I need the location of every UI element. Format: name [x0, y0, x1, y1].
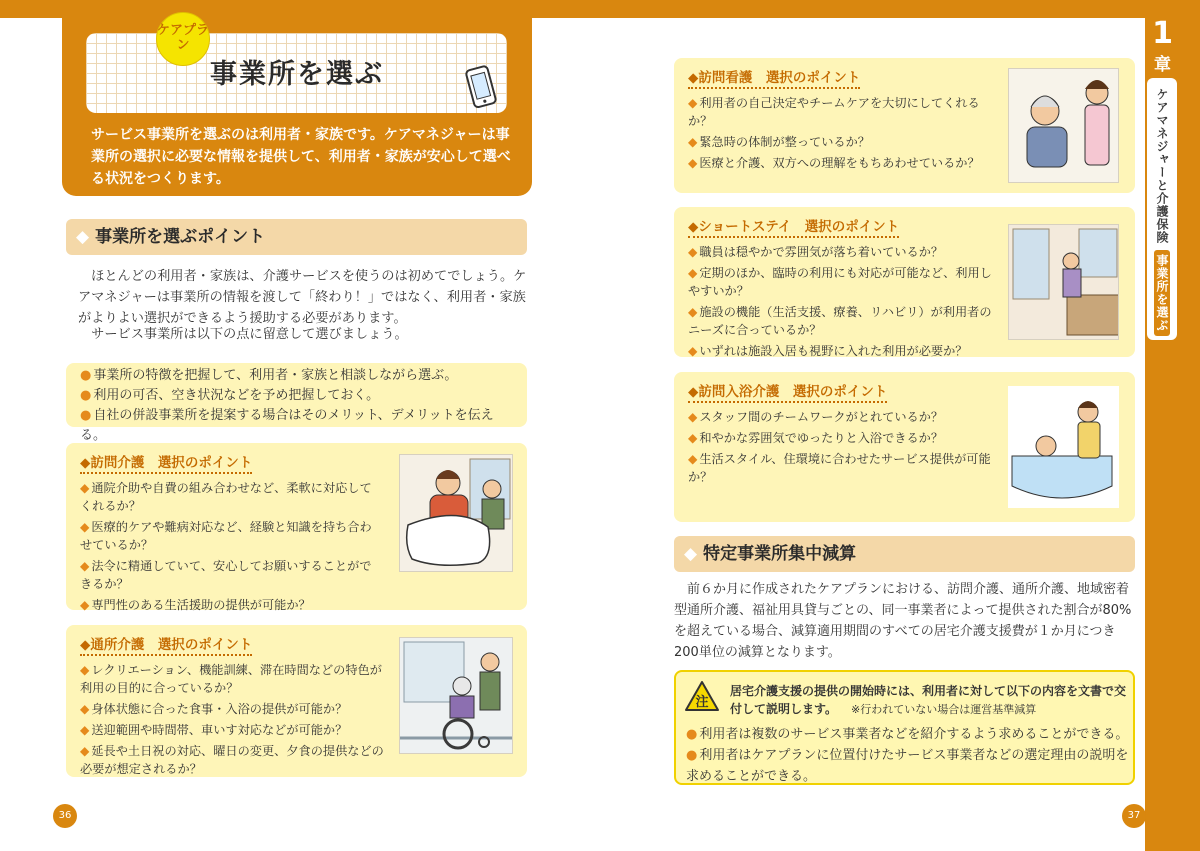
list-item: ◆ レクリエーション、機能訓練、滞在時間などの特色が利用の目的に合っているか？ [80, 663, 382, 695]
diamond-icon: ◆ [684, 544, 698, 564]
warning-icon [684, 680, 720, 712]
section1-body: ほとんどの利用者・家族は、介護サービスを使うのは初めてでしょう。ケアマネジャーは事業所の情報を渡して「終わり！」ではなく、利用者・家族がよりよい選択ができるよう援助する必要があります。 [78, 269, 527, 326]
illustration-nurse [1008, 68, 1119, 183]
diamond-icon: ◆ [76, 227, 90, 247]
card-title: ◆通所介護 選択のポイント [80, 633, 252, 656]
illustration-wheelchair [399, 637, 513, 754]
list-item: ◆ 和やかな雰囲気でゆったりと入浴できるか？ [688, 431, 944, 445]
list-item: ◆ 身体状態に合った食事・入浴の提供が可能か？ [80, 702, 348, 716]
chapter-side-index [1147, 78, 1177, 340]
smartphone-icon [460, 64, 500, 110]
list-item: ◆ いずれは施設入居も視野に入れた利用が必要か？ [688, 344, 968, 358]
svg-text:注: 注 [695, 695, 709, 710]
list-item: ◆ 職員は穏やかで雰囲気が落ち着いているか？ [688, 245, 944, 259]
card-title: ◆訪問看護 選択のポイント [688, 66, 860, 89]
section2-body: 前６か月に作成されたケアプランにおける、訪問介護、通所介護、地域密着型通所介護、福祉用具貸与ごとの、同一事業者によって提供された割合が80%を超えている場合、減算適用期間のすべての居宅介護支援費が１か月につき200単位の減算となります。 [674, 582, 1132, 660]
list-item: ● 自社の併設事業所を提案する場合はそのメリット、デメリットを伝える。 [80, 408, 494, 443]
page-number-left: 36 [53, 804, 77, 828]
card-title: ◆訪問入浴介護 選択のポイント [688, 380, 887, 403]
list-item: ◆ 専門性のある生活援助の提供が可能か？ [80, 598, 311, 612]
list-item: ◆ 医療的ケアや難病対応など、経験と知識を持ち合わせているか？ [80, 520, 372, 552]
intro-text: サービス事業所を選ぶのは利用者・家族です。ケアマネジャーは事業所の選択に必要な情報を提供して、利用者・家族が安心して選べる状況をつくります。 [91, 127, 511, 187]
points-bullet-box [66, 363, 527, 443]
careplan-bubble: ケアプラン [156, 12, 210, 66]
card-title: ◆ショートステイ 選択のポイント [688, 215, 899, 238]
list-item: ◆ 利用者の自己決定やチームケアを大切にしてくれるか？ [688, 96, 980, 128]
list-item: ◆ 緊急時の体制が整っているか？ [688, 135, 870, 149]
list-item: ● 利用者はケアプランに位置付けたサービス事業者などの選定理由の説明を求めることができる。 [686, 748, 1129, 784]
chapter-label: 章 [1154, 55, 1171, 75]
list-item: ◆ 医療と介護、双方への理解をもちあわせているか？ [688, 156, 980, 170]
illustration-home-helper [399, 454, 513, 572]
list-item: ◆ 延長や土日祝の対応、曜日の変更、夕食の提供などの必要が想定されるか？ [80, 744, 384, 776]
section-heading-points: ◆ 事業所を選ぶポイント [66, 219, 527, 255]
list-item: ◆ 送迎範囲や時間帯、車いす対応などが可能か？ [80, 723, 348, 737]
list-item: ◆ 施設の機能（生活支援、療養、リハビリ）が利用者のニーズに合っているか？ [688, 305, 992, 337]
section-heading-genzan: ◆ 特定事業所集中減算 [674, 536, 1135, 572]
page-title: 事業所を選ぶ [210, 59, 384, 90]
chapter-vertical-sub: 事業所を選ぶ [1154, 250, 1170, 336]
page-number-right: 37 [1122, 804, 1146, 828]
list-item: ◆ 生活スタイル、住環境に合わせたサービス提供が可能か？ [688, 452, 991, 484]
card-title: ◆訪問介護 選択のポイント [80, 451, 252, 474]
notice-text: 居宅介護支援の提供の開始時には、利用者に対して以下の内容を文書で交付して説明します。 ※行われていない場合は運営基準減算 [730, 684, 1127, 716]
list-item: ● 利用者は複数のサービス事業者などを紹介するよう求めることができる。 [686, 727, 1129, 742]
chapter-vertical-title: ケアマネジャーと介護保険 [1155, 88, 1169, 244]
illustration-bathing [1008, 386, 1119, 508]
list-item: ◆ 定期のほか、臨時の利用にも対応が可能など、利用しやすいか？ [688, 266, 992, 298]
list-item: ● 利用の可否、空き状況などを予め把握しておく。 [80, 388, 380, 403]
list-item: ◆ 通院介助や自費の組み合わせなど、柔軟に対応してくれるか？ [80, 481, 372, 513]
section1-body2: サービス事業所は以下の点に留意して選びましょう。 [78, 327, 408, 342]
chapter-number: 1 [1152, 16, 1173, 51]
list-item: ● 事業所の特徴を把握して、利用者・家族と相談しながら選ぶ。 [80, 368, 458, 383]
list-item: ◆ スタッフ間のチームワークがとれているか？ [688, 410, 944, 424]
illustration-short-stay-room [1008, 224, 1119, 340]
list-item: ◆ 法令に精通していて、安心してお願いすることができるか？ [80, 559, 372, 591]
notice-box [674, 670, 1135, 785]
